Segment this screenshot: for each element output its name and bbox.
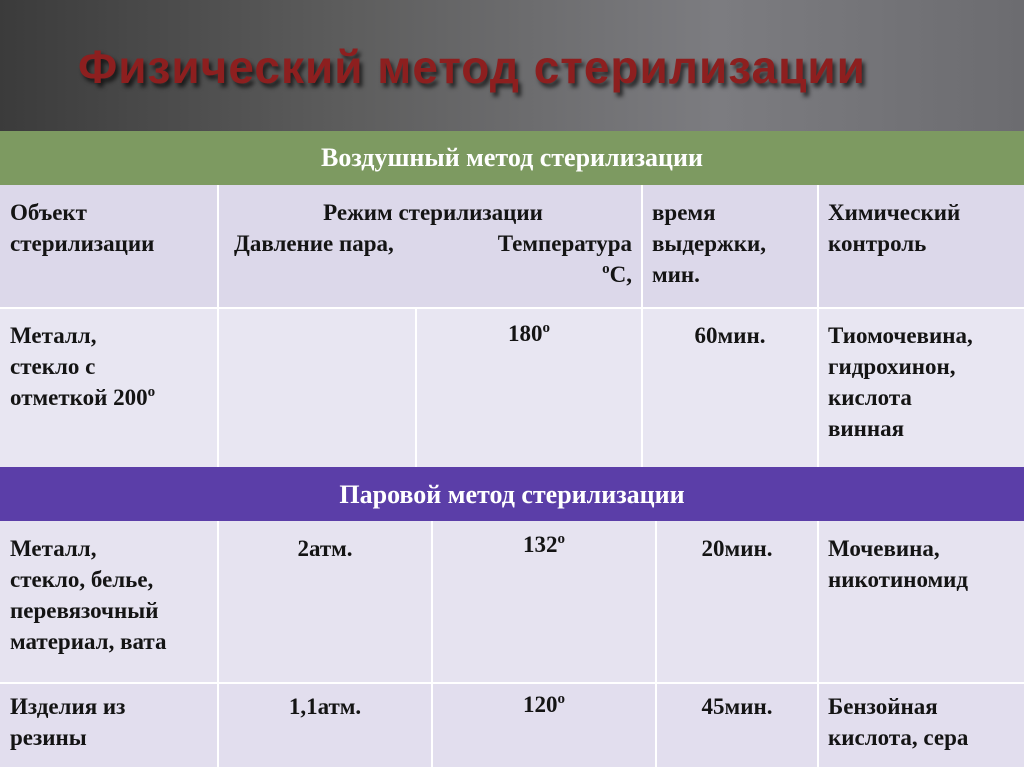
- air-row-object: [0, 308, 218, 467]
- steam-row-pressure: [218, 521, 432, 683]
- object-line: Изделия из: [10, 694, 126, 719]
- steam-row-object: [0, 521, 218, 683]
- header-time-line: выдержки,: [652, 231, 766, 256]
- header-mode: [218, 185, 642, 308]
- header-time-line: время: [652, 200, 716, 225]
- object-line: перевязочный: [10, 598, 159, 623]
- object-line: резины: [10, 725, 87, 750]
- header-mode-pressure: Давление пара,: [234, 231, 394, 256]
- grid-line: [641, 185, 643, 467]
- air-row-chem: [818, 308, 1024, 467]
- steam-row-temp: [432, 683, 656, 767]
- header-mode-unit: [234, 259, 632, 290]
- grid-line: [655, 521, 657, 767]
- air-row-time: [642, 308, 818, 467]
- temp-degree: о: [542, 320, 550, 336]
- header-object-line: стерилизации: [10, 231, 155, 256]
- chem-line: кислота: [828, 385, 912, 410]
- time-value: 20мин.: [701, 536, 773, 561]
- object-line: Металл,: [10, 323, 97, 348]
- steam-row-chem: [818, 683, 1024, 767]
- air-row-pressure: [218, 308, 416, 467]
- chem-line: кислота, сера: [828, 725, 969, 750]
- object-line-text: отметкой 200: [10, 385, 148, 410]
- header-object: [0, 185, 218, 308]
- chem-line: Мочевина,: [828, 536, 940, 561]
- object-line: стекло, белье,: [10, 567, 154, 592]
- grid-line: [0, 307, 1024, 309]
- header-object-line: Объект: [10, 200, 87, 225]
- steam-row-chem: [818, 521, 1024, 683]
- steam-row-time: [656, 683, 818, 767]
- header-chem-line: контроль: [828, 231, 927, 256]
- slide-title: Физический метод стерилизации: [78, 41, 866, 93]
- object-line: [10, 382, 208, 413]
- temp-degree: о: [557, 691, 565, 707]
- time-value: 45мин.: [701, 694, 773, 719]
- chem-line: Бензойная: [828, 694, 938, 719]
- grid-line: [431, 521, 433, 767]
- header-mode-unit-sup: о: [602, 261, 610, 277]
- steam-row-object: [0, 683, 218, 767]
- steam-row-pressure: [218, 683, 432, 767]
- chem-line: Тиомочевина,: [828, 323, 973, 348]
- header-mode-title: Режим стерилизации: [323, 200, 543, 225]
- pressure-value: 1,1атм.: [288, 694, 362, 719]
- temp-degree: о: [557, 531, 565, 547]
- header-chem-line: Химический: [828, 200, 961, 225]
- grid-line: [817, 521, 819, 767]
- header-mode-unit-text: С,: [609, 262, 632, 287]
- header-chem: [818, 185, 1024, 308]
- header-time: [642, 185, 818, 308]
- object-line: материал, вата: [10, 629, 167, 654]
- temp-value: 180: [508, 321, 543, 346]
- grid-line: [217, 185, 219, 467]
- title-bar: [0, 0, 1024, 131]
- temp-value: 132: [523, 532, 558, 557]
- chem-line: винная: [828, 416, 905, 441]
- header-mode-temp: Температура: [497, 231, 632, 256]
- object-line: стекло с: [10, 354, 96, 379]
- steam-row-temp: [432, 521, 656, 683]
- temp-value: 120: [523, 692, 558, 717]
- object-line-sup: о: [147, 384, 156, 400]
- grid-line: [217, 521, 219, 767]
- chem-line: никотиномид: [828, 567, 969, 592]
- grid-line: [0, 682, 1024, 684]
- chem-line: гидрохинон,: [828, 354, 956, 379]
- object-line: Металл,: [10, 536, 97, 561]
- steam-row-time: [656, 521, 818, 683]
- pressure-value: 2атм.: [297, 536, 353, 561]
- header-mode-subline: [234, 228, 632, 259]
- section-air-header: Воздушный метод стерилизации: [0, 131, 1024, 185]
- air-row-temp: [416, 308, 642, 467]
- section-steam-header: Паровой метод стерилизации: [0, 467, 1024, 521]
- header-time-line: мин.: [652, 262, 700, 287]
- time-value: 60мин.: [694, 323, 766, 348]
- grid-line: [817, 185, 819, 467]
- grid-line: [415, 308, 417, 467]
